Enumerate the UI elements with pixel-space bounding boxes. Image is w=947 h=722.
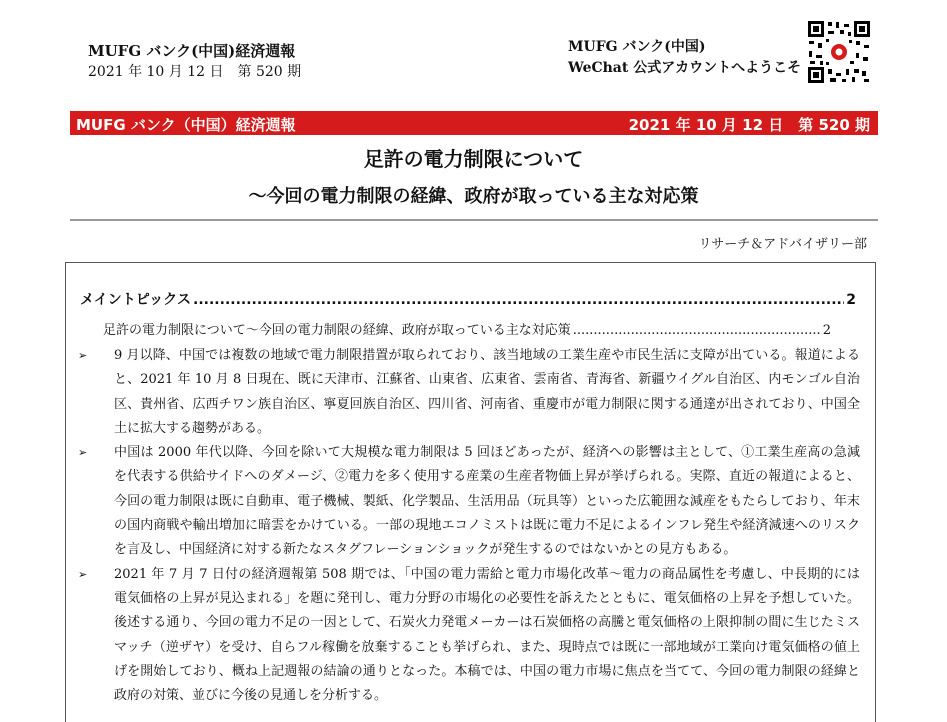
issue-banner — [70, 111, 878, 135]
toc-entry-label: 足許の電力制限について～今回の電力制限の経緯、政府が取っている主な対応策 — [103, 323, 571, 338]
page-subtitle: ～今回の電力制限の経緯、政府が取っている主な対応策 — [248, 186, 699, 207]
issue-date: 2021 年 10 月 12 日 第 520 期 — [88, 64, 302, 80]
header-left — [88, 40, 301, 82]
bullet-text: 9 月以降、中国では複数の地域で電力制限措置が取られており、該当地域の工業生産や市民生活に支障が出ている。報道によると、2021 年 10 月 8 日現在、既に天津市、江蘇省、山東省、広東省、雲南省、青海省、新疆ウイグル自治区、内モンゴル自治区、貴州省、広西チワン族自治区、寧夏回族自治区、四川省、河南省、重慶市が電力制限に関する通達が出されており、中国全土に拡大する趨勢がある。 — [114, 348, 860, 436]
summary-bullet — [78, 563, 860, 709]
toc-main-page: 2 — [846, 292, 856, 308]
arrow-bullet-icon: ➢ — [78, 567, 88, 581]
summary-bullet — [78, 344, 860, 441]
toc-main-label: メイントピックス — [80, 292, 192, 308]
banner-date: 2021 年 10 月 12 日 第 520 期 — [628, 116, 870, 134]
qr-code-icon[interactable] — [806, 19, 872, 85]
bank-title: MUFG バンク(中国)経済週報 — [88, 42, 296, 60]
arrow-bullet-icon: ➢ — [78, 349, 88, 362]
wechat-promo — [568, 37, 801, 79]
toc-leader-dots — [193, 292, 844, 308]
toc-leader-dots — [573, 323, 821, 338]
summary-bullet — [78, 441, 860, 562]
title-divider — [70, 219, 878, 221]
banner-title: MUFG バンク（中国）経済週報 — [76, 116, 296, 134]
arrow-bullet-icon: ➢ — [78, 446, 88, 460]
toc-main-topics[interactable] — [80, 289, 856, 309]
summary-bullets — [78, 344, 860, 708]
bullet-text: 2021 年 7 月 7 日付の経済週報第 508 期では、「中国の電力需給と電力市場化改革～電力の商品属性を考慮し、中長期的には電気価格の上昇が見込まれる」を題に発刊し、電力分野の市場化の必要性を訴えたとともに、電気価格の上昇を予想していた。後述する通り、今回の電力不足の一因として、石炭火力発電メーカーは石炭価格の高騰と電気価格の上限抑制の間に生じたミスマッチ（逆ザヤ）を受け、自らフル稼働を放棄することも挙げられ、また、現時点では既に一部地域が工業向け電気価格の値上げを開始しており、概ね上記週報の結論の通りとなった。本稿では、中国の電力市場に焦点を当てて、今回の電力制限の経緯と政府の対策、並びに今後の見通しを分析する。 — [114, 566, 860, 704]
page-title: 足許の電力制限について — [363, 147, 584, 171]
department-label: リサーチ＆アドバイザリー部 — [698, 237, 867, 252]
bullet-text: 中国は 2000 年代以降、今回を除いて大規模な電力制限は 5 回ほどあったが、経済への影響は主として、①工業生産高の急減を代表する供給サイドへのダメージ、②電力を多く使用する産業の生産者物価上昇が挙げられる。実際、直近の報道によると、今回の電力制限は既に自動車、電子機械、製紙、化学製品、生活用品（玩具等）といった広範囲な減産をもたらしており、年末の国内商戦や輸出増加に暗雲をかけている。一部の現地エコノミストは既に電力不足によるインフレ発生や経済減速へのリスクを言及し、中国経済に対する新たなスタグフレーションショックが発生するのではないかとの見方もある。 — [114, 445, 860, 558]
wechat-line-2: WeChat 公式アカウントへようこそ — [568, 60, 802, 76]
toc-entry-page: 2 — [822, 323, 831, 338]
wechat-line-1: MUFG バンク(中国) — [568, 39, 706, 55]
toc-entry[interactable] — [103, 319, 831, 338]
